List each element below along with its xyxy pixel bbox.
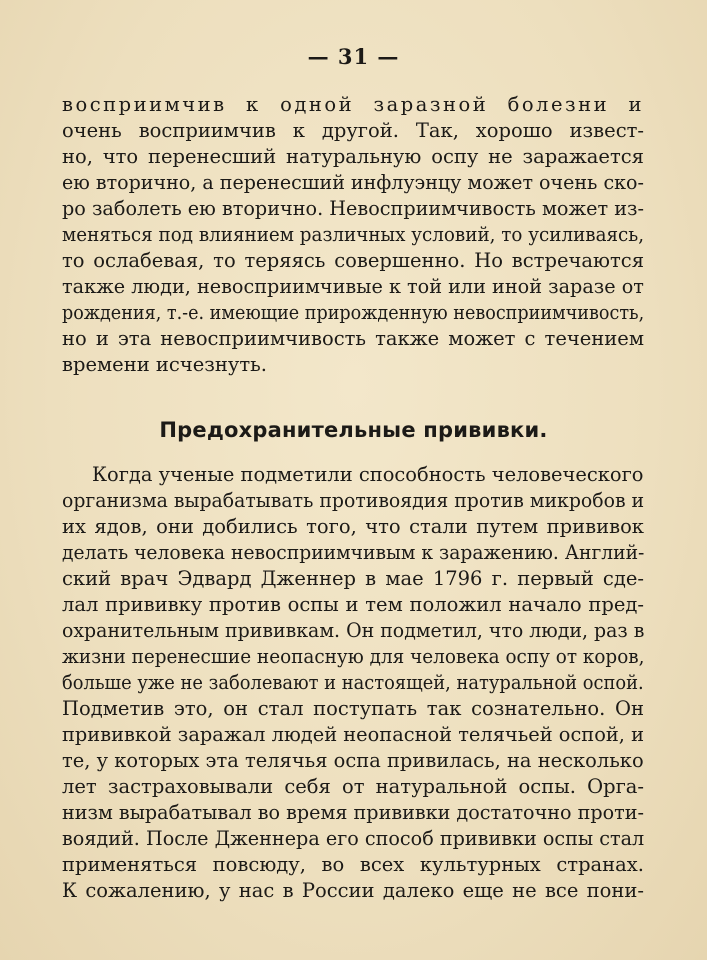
text-line: жизни перенесшие неопасную для человека оспу от коров, — [62, 645, 645, 668]
text-line: К сожалению, у нас в России далеко еще не все пони- — [62, 879, 644, 902]
text-line: рождения, т.-е. имеющие прирожденную невосприимчивость, — [62, 301, 645, 324]
text-line: применяться повсюду, во всех культурных странах. — [62, 853, 644, 876]
text-line: Когда ученые подметили способность человеческого — [92, 463, 644, 486]
text-line: делать человека невосприимчивым к заражению. Англий- — [62, 541, 645, 564]
section-heading: Предохранительные прививки. — [159, 418, 548, 442]
text-line: ею вторично, а перенесший инфлуэнцу может очень ско- — [62, 171, 644, 194]
text-line: воядий. После Дженнера его способ прививки оспы стал — [62, 827, 645, 850]
text-line: те, у которых эта телячья оспа привилась, на несколько — [62, 749, 644, 772]
text-line: низм вырабатывал во время прививки достаточно проти- — [62, 801, 644, 824]
text-line: также люди, невосприимчивые к той или иной заразе от — [62, 275, 644, 298]
text-line: организма вырабатывать противоядия против микробов и — [62, 489, 645, 512]
text-line: меняться под влиянием различных условий, то усиливаясь, — [62, 223, 645, 246]
page-number: — 31 — — [307, 44, 400, 69]
text-line: но, что перенесший натуральную оспу не заражается — [62, 145, 644, 168]
text-line: лет застраховывали себя от натуральной оспы. Орга- — [62, 775, 644, 798]
text-line: то ослабевая, то теряясь совершенно. Но встречаются — [62, 249, 644, 272]
text-line: ро заболеть ею вторично. Невосприимчивость может из- — [62, 197, 645, 220]
text-line: очень восприимчив к другой. Так, хорошо извест- — [62, 119, 644, 142]
text-line: восприимчив к одной заразной болезни и — [62, 93, 644, 116]
text-line: лал прививку против оспы и тем положил начало пред- — [62, 593, 644, 616]
text-line: времени исчезнуть. — [62, 353, 267, 376]
text-line: их ядов, они добились того, что стали путем прививок — [62, 515, 644, 538]
text-line: прививкой заражал людей неопасной телячьей оспой, и — [62, 723, 644, 746]
text-line: но и эта невосприимчивость также может с течением — [62, 327, 644, 350]
text-line: ский врач Эдвард Дженнер в мае 1796 г. первый сде- — [62, 567, 644, 590]
text-line: Подметив это, он стал поступать так сознательно. Он — [62, 697, 644, 720]
text-line: больше уже не заболевают и настоящей, натуральной оспой. — [62, 671, 644, 694]
text-line: охранительным прививкам. Он подметил, что люди, раз в — [62, 619, 645, 642]
